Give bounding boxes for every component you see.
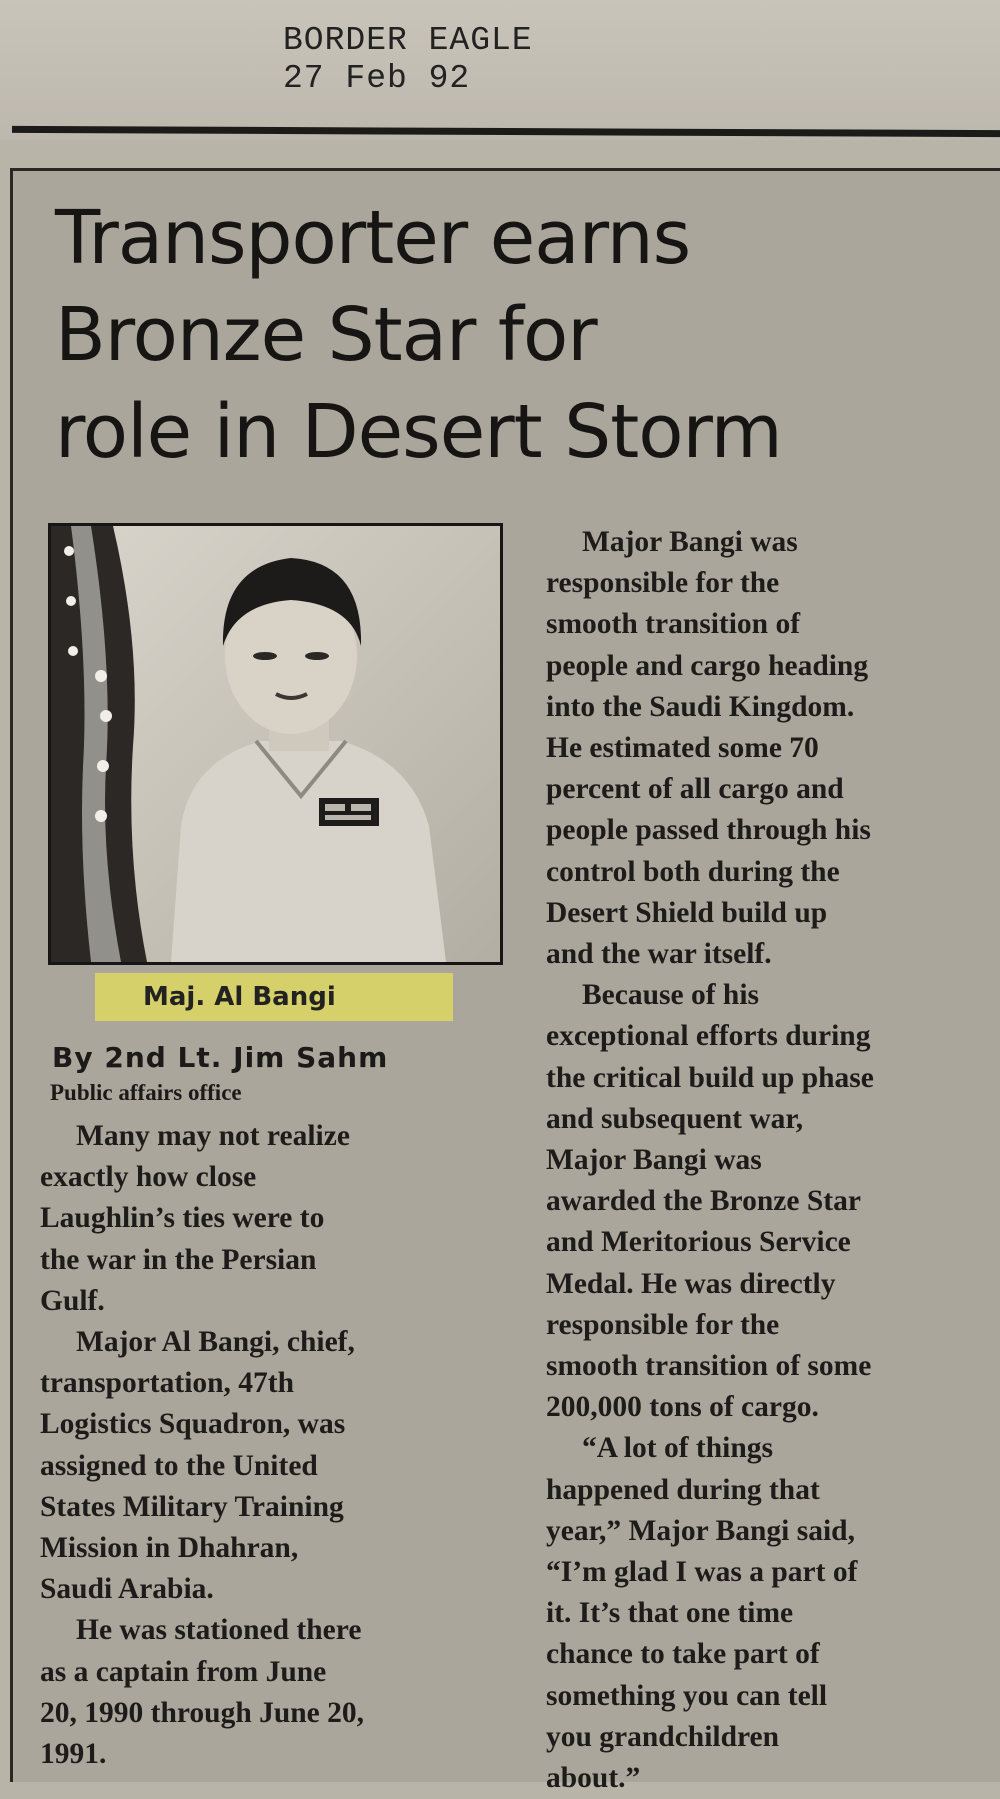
paragraph bbox=[546, 522, 998, 975]
headline-line: Bronze Star for bbox=[55, 292, 597, 378]
text-line: Gulf. bbox=[40, 1284, 105, 1317]
text-line: the critical build up phase bbox=[546, 1061, 874, 1094]
publication-name: BORDER EAGLE bbox=[283, 22, 533, 59]
byline-office: Public affairs office bbox=[50, 1080, 242, 1105]
text-line: He estimated some 70 bbox=[546, 732, 819, 765]
text-line: 200,000 tons of cargo. bbox=[546, 1391, 819, 1424]
text-line: 20, 1990 through June 20, bbox=[40, 1696, 365, 1729]
masthead bbox=[283, 22, 533, 98]
photo-caption: Maj. Al Bangi bbox=[95, 973, 453, 1021]
text-line: Many may not realize bbox=[76, 1120, 350, 1152]
paragraph bbox=[546, 975, 998, 1428]
text-line: and the war itself. bbox=[546, 938, 772, 971]
paragraph bbox=[40, 1322, 480, 1610]
paragraph bbox=[40, 1116, 480, 1322]
text-line: and subsequent war, bbox=[546, 1102, 804, 1135]
text-line: control both during the bbox=[546, 855, 840, 888]
text-line: responsible for the bbox=[546, 1308, 780, 1341]
paragraph bbox=[40, 1610, 480, 1775]
text-line: happened during that bbox=[546, 1473, 820, 1506]
text-line: percent of all cargo and bbox=[546, 773, 844, 806]
text-line: Major Bangi was bbox=[546, 1144, 762, 1177]
text-line: Saudi Arabia. bbox=[40, 1573, 214, 1606]
text-line: and Meritorious Service bbox=[546, 1226, 851, 1259]
text-line: 1991. bbox=[40, 1738, 107, 1771]
headline bbox=[55, 190, 995, 481]
headline-line: Transporter earns bbox=[55, 195, 691, 281]
text-line: chance to take part of bbox=[546, 1638, 820, 1671]
portrait-photo bbox=[48, 523, 503, 965]
text-line: He was stationed there bbox=[76, 1614, 362, 1647]
text-line: transportation, 47th bbox=[40, 1367, 295, 1400]
text-line: smooth transition of bbox=[546, 608, 801, 641]
text-line: “A lot of things bbox=[582, 1432, 773, 1465]
text-line: assigned to the United bbox=[40, 1449, 318, 1482]
text-line: Medal. He was directly bbox=[546, 1267, 836, 1300]
paragraph bbox=[546, 1428, 998, 1799]
text-line: States Military Training bbox=[40, 1490, 344, 1523]
text-line: Logistics Squadron, was bbox=[40, 1408, 346, 1441]
headline-line: role in Desert Storm bbox=[55, 389, 782, 475]
article-column-right bbox=[546, 522, 998, 1799]
article-column-left bbox=[40, 1116, 480, 1775]
text-line: as a captain from June bbox=[40, 1655, 327, 1688]
text-line: year,” Major Bangi said, bbox=[546, 1514, 855, 1547]
portrait-photo-icon bbox=[51, 526, 500, 962]
text-line: Major Al Bangi, chief, bbox=[76, 1326, 355, 1359]
text-line: the war in the Persian bbox=[40, 1243, 317, 1276]
publication-date: 27 Feb 92 bbox=[283, 60, 471, 97]
text-line: Because of his bbox=[582, 979, 759, 1012]
text-line: smooth transition of some bbox=[546, 1350, 872, 1383]
byline-author: By 2nd Lt. Jim Sahm bbox=[52, 1041, 389, 1074]
text-line: people passed through his bbox=[546, 814, 871, 847]
text-line: about.” bbox=[546, 1762, 641, 1795]
text-line: awarded the Bronze Star bbox=[546, 1185, 861, 1218]
text-line: it. It’s that one time bbox=[546, 1597, 794, 1630]
text-line: Mission in Dhahran, bbox=[40, 1532, 299, 1565]
text-line: “I’m glad I was a part of bbox=[546, 1556, 858, 1589]
text-line: Laughlin’s ties were to bbox=[40, 1202, 325, 1235]
text-line: responsible for the bbox=[546, 567, 780, 600]
text-line: you grandchildren bbox=[546, 1720, 780, 1753]
text-line: something you can tell bbox=[546, 1679, 828, 1712]
text-line: people and cargo heading bbox=[546, 649, 869, 682]
text-line: Desert Shield build up bbox=[546, 896, 828, 929]
text-line: Major Bangi was bbox=[582, 526, 798, 558]
text-line: exactly how close bbox=[40, 1161, 257, 1194]
text-line: into the Saudi Kingdom. bbox=[546, 690, 855, 723]
text-line: exceptional efforts during bbox=[546, 1020, 871, 1053]
